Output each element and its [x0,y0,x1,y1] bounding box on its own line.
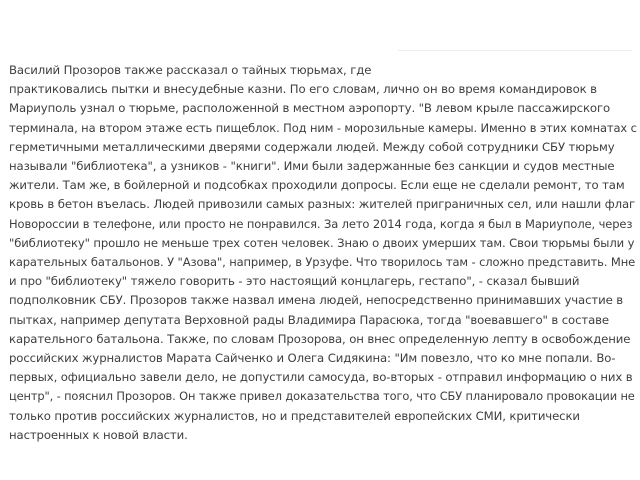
article-text-line: Мариуполь узнал о тюрьме, расположенной в местном аэропорту. "В левом крыле пассажирского [9,101,611,116]
article-text-line: Новороссии в телефоне, или просто не понравился. За лето 2014 года, когда я был в Мариуполе, через [9,216,633,231]
article-text-line: герметичными металлическими дверями содержали людей. Между собой сотрудники СБУ тюрьму [9,139,615,154]
article-text-line: первых, официально завели дело, не допустили самосуда, во-вторых - отправил информацию о них в [9,370,633,385]
article-text-line: карательных батальонов. У "Азова", например, в Урзуфе. Что творилось там - сложно представить. Мне [9,255,636,270]
article-text-line: пытках, например депутата Верховной рады Владимира Парасюка, тогда "воевавшего" в составе [9,312,609,327]
article-text-line: называли "библиотека", а узников - "книги". Ими были задержанные без санкции и судов местные [9,159,615,174]
article-text-line: карательного батальона. Также, по словам Прозорова, он внес определенную лепту в освобождение [9,331,631,346]
article-text-line: подполковник СБУ. Прозоров также назвал имена людей, непосредственно принимавших участие в [9,293,624,308]
article-text-line: Василий Прозоров также рассказал о тайных тюрьмах, где [9,63,372,77]
article-text-line: "библиотеку" прошло не меньше трех сотен человек. Знаю о двоих умерших там. Свои тюрьмы были у [9,235,635,250]
article-text-line: терминала, на втором этаже есть пищеблок. Под ним - морозильные камеры. Именно в этих комнатах с [9,120,637,135]
article-text-line: практиковались пытки и внесудебные казни. По его словам, лично он во время командировок в [9,82,597,97]
article-text-line: кровь в бетон въелась. Людей привозили самых разных: жителей приграничных сел, или нашли флаг [9,197,636,212]
article-text-line: и про "библиотеку" тяжело говорить - это настоящий концлагерь, гестапо", - сказал бывший [9,274,580,289]
article-text-line: российских журналистов Марата Сайченко и Олега Сидякина: "Им повезло, что ко мне попали. Во- [9,351,616,366]
divider-line [398,50,632,51]
article-text-line: жители. Там же, в бойлерной и подсобках проходили допросы. Если еще не сделали ремонт, то там [9,178,625,193]
article-text-line: центр", - пояснил Прозоров. Он также привел доказательства того, что СБУ планировало провокации не [9,389,635,404]
article-text-line: настроенных к новой власти. [9,427,188,442]
article-body [9,61,637,445]
article-text-line: только против российских журналистов, но и представителей европейских СМИ, критически [9,408,580,423]
